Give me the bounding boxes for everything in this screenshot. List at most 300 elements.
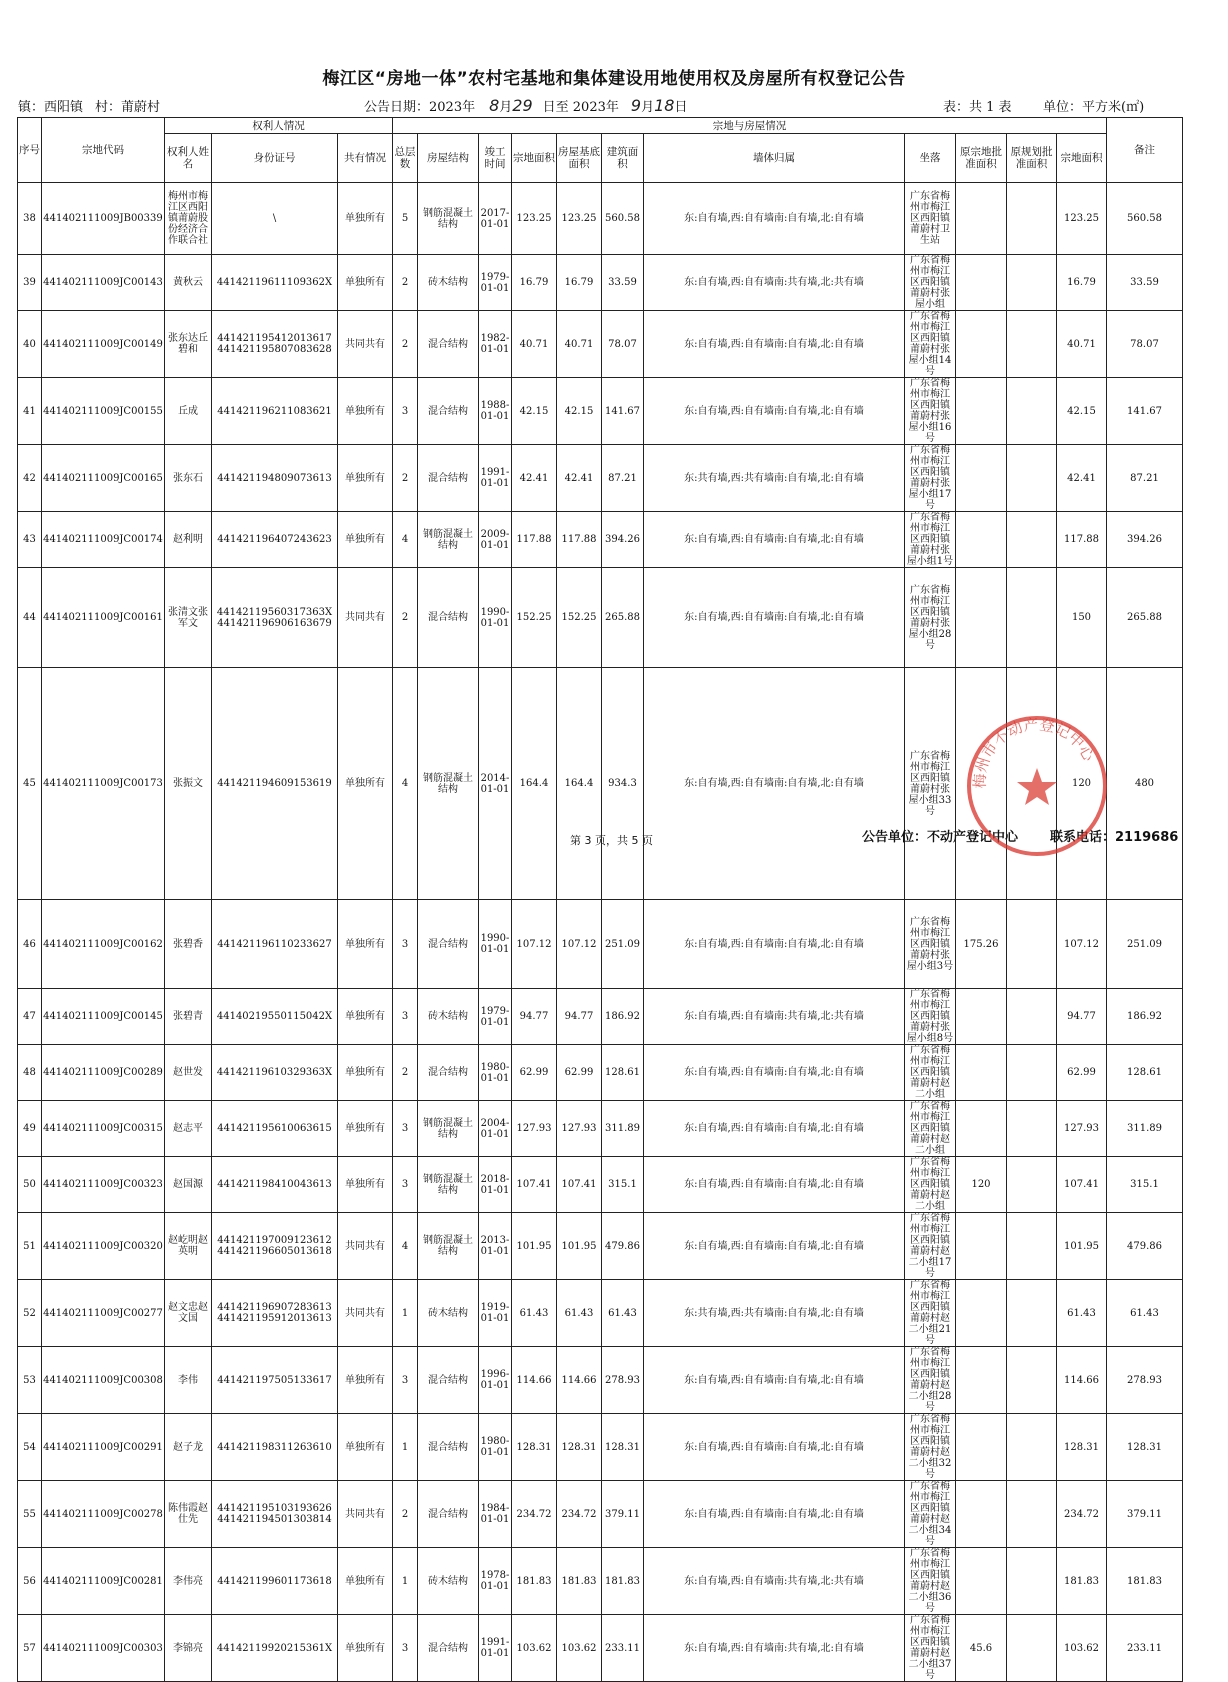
floors-cell: 2 (393, 445, 418, 512)
result-land-cell: 103.62 (1057, 1615, 1107, 1682)
seq-cell: 48 (18, 1045, 42, 1101)
build-area-cell: 379.11 (602, 1481, 644, 1548)
land-area-cell: 107.41 (512, 1157, 557, 1213)
completed-cell: 2017-01-01 (479, 183, 512, 255)
name-cell: 赵利明 (165, 512, 212, 568)
share-cell: 单独所有 (338, 900, 393, 989)
floors-cell: 3 (393, 989, 418, 1045)
header-code: 宗地代码 (42, 118, 165, 183)
result-land-cell: 16.79 (1057, 255, 1107, 311)
structure-cell: 混合结构 (418, 378, 479, 445)
seq-cell: 45 (18, 668, 42, 900)
result-house-cell: 311.89 (1107, 1101, 1183, 1157)
floors-cell: 2 (393, 1045, 418, 1101)
date-to-month: 9 (630, 96, 642, 115)
table-row (18, 1213, 1183, 1280)
wall-cell: 东:自有墙,西:自有墙南:自有墙,北:自有墙 (644, 1414, 905, 1481)
build-area-cell: 128.31 (602, 1414, 644, 1481)
share-cell: 单独所有 (338, 255, 393, 311)
share-cell: 单独所有 (338, 378, 393, 445)
table-row (18, 668, 1183, 900)
location-cell: 广东省梅州市梅江区西阳镇莆蔚村赵二小组 (905, 1157, 956, 1213)
approved-area-cell: 175.26 (956, 900, 1007, 989)
code-cell: 441402111009JC00315 (42, 1101, 165, 1157)
id-cell: 441421197009123612 441421196605013618 (212, 1213, 338, 1280)
structure-cell: 砖木结构 (418, 989, 479, 1045)
share-cell: 共同共有 (338, 311, 393, 378)
result-land-cell: 62.99 (1057, 1045, 1107, 1101)
id-cell: 44142119610329363X (212, 1045, 338, 1101)
completed-cell: 1979-01-01 (479, 255, 512, 311)
planned-area-cell (1007, 1101, 1057, 1157)
name-cell: 张振文 (165, 668, 212, 900)
header-floors: 总层数 (393, 134, 418, 183)
wall-cell: 东:自有墙,西:自有墙南:自有墙,北:自有墙 (644, 311, 905, 378)
result-land-cell: 61.43 (1057, 1280, 1107, 1347)
wall-cell: 东:自有墙,西:自有墙南:共有墙,北:共有墙 (644, 1548, 905, 1615)
approved-area-cell (956, 1481, 1007, 1548)
floors-cell: 1 (393, 1280, 418, 1347)
code-cell: 441402111009JC00323 (42, 1157, 165, 1213)
structure-cell: 砖木结构 (418, 1548, 479, 1615)
completed-cell: 1991-01-01 (479, 445, 512, 512)
header-orig-approved: 原宗地批准面积 (956, 134, 1007, 183)
code-cell: 441402111009JC00320 (42, 1213, 165, 1280)
id-cell: 441421195610063615 (212, 1101, 338, 1157)
wall-cell: 东:自有墙,西:自有墙南:自有墙,北:自有墙 (644, 1347, 905, 1414)
base-area-cell: 107.41 (557, 1157, 602, 1213)
planned-area-cell (1007, 378, 1057, 445)
seq-cell: 51 (18, 1213, 42, 1280)
planned-area-cell (1007, 1481, 1057, 1548)
share-cell: 单独所有 (338, 668, 393, 900)
code-cell: 441402111009JC00278 (42, 1481, 165, 1548)
table-row (18, 512, 1183, 568)
header-orig-planned: 原规划批准面积 (1007, 134, 1057, 183)
seq-cell: 55 (18, 1481, 42, 1548)
land-area-cell: 128.31 (512, 1414, 557, 1481)
id-cell: 441421198410043613 (212, 1157, 338, 1213)
name-cell: 李伟 (165, 1347, 212, 1414)
floors-cell: 3 (393, 900, 418, 989)
id-cell: 441421196211083621 (212, 378, 338, 445)
result-house-cell: 78.07 (1107, 311, 1183, 378)
wall-cell: 东:自有墙,西:自有墙南:自有墙,北:自有墙 (644, 668, 905, 900)
share-cell: 共同共有 (338, 568, 393, 668)
header-build-area: 建筑面积 (602, 134, 644, 183)
code-cell: 441402111009JC00165 (42, 445, 165, 512)
approved-area-cell (956, 1045, 1007, 1101)
planned-area-cell (1007, 183, 1057, 255)
result-land-cell: 114.66 (1057, 1347, 1107, 1414)
completed-cell: 1978-01-01 (479, 1548, 512, 1615)
header-structure: 房屋结构 (418, 134, 479, 183)
wall-cell: 东:自有墙,西:自有墙南:共有墙,北:共有墙 (644, 989, 905, 1045)
approved-area-cell (956, 378, 1007, 445)
table-row (18, 1101, 1183, 1157)
land-area-cell: 152.25 (512, 568, 557, 668)
share-cell: 共同共有 (338, 1481, 393, 1548)
code-cell: 441402111009JC00162 (42, 900, 165, 989)
day-char: 日 (674, 100, 688, 115)
location-cell: 广东省梅州市梅江区西阳镇莆蔚村赵二小组21号 (905, 1280, 956, 1347)
floors-cell: 2 (393, 568, 418, 668)
location-cell: 广东省梅州市梅江区西阳镇莆蔚村张屋小组3号 (905, 900, 956, 989)
floors-cell: 3 (393, 1615, 418, 1682)
approved-area-cell (956, 568, 1007, 668)
table-row (18, 1157, 1183, 1213)
result-land-cell: 117.88 (1057, 512, 1107, 568)
structure-cell: 混合结构 (418, 1615, 479, 1682)
code-cell: 441402111009JC00281 (42, 1548, 165, 1615)
month-char-2: 月 (641, 100, 655, 115)
code-cell: 441402111009JB00339 (42, 183, 165, 255)
seq-cell: 39 (18, 255, 42, 311)
name-cell: 赵志平 (165, 1101, 212, 1157)
completed-cell: 1991-01-01 (479, 1615, 512, 1682)
id-cell: 441421195412013617 441421195807083628 (212, 311, 338, 378)
land-area-cell: 117.88 (512, 512, 557, 568)
approved-area-cell (956, 183, 1007, 255)
code-cell: 441402111009JC00173 (42, 668, 165, 900)
town-label: 镇：西阳镇 (18, 100, 84, 115)
land-area-cell: 107.12 (512, 900, 557, 989)
result-land-cell: 101.95 (1057, 1213, 1107, 1280)
land-area-cell: 164.4 (512, 668, 557, 900)
share-cell: 单独所有 (338, 1548, 393, 1615)
id-cell: 441421199601173618 (212, 1548, 338, 1615)
id-cell: 441421194609153619 (212, 668, 338, 900)
floors-cell: 3 (393, 1157, 418, 1213)
floors-cell: 3 (393, 1101, 418, 1157)
build-area-cell: 61.43 (602, 1280, 644, 1347)
seq-cell: 47 (18, 989, 42, 1045)
location-cell: 广东省梅州市梅江区西阳镇莆蔚村赵二小组34号 (905, 1481, 956, 1548)
header-rights-group: 权利人情况 (165, 118, 393, 134)
land-area-cell: 40.71 (512, 311, 557, 378)
wall-cell: 东:自有墙,西:自有墙南:共有墙,北:自有墙 (644, 1615, 905, 1682)
structure-cell: 砖木结构 (418, 255, 479, 311)
result-house-cell: 394.26 (1107, 512, 1183, 568)
result-house-cell: 315.1 (1107, 1157, 1183, 1213)
base-area-cell: 101.95 (557, 1213, 602, 1280)
build-area-cell: 394.26 (602, 512, 644, 568)
result-land-cell: 127.93 (1057, 1101, 1107, 1157)
wall-cell: 东:共有墙,西:共有墙南:自有墙,北:自有墙 (644, 445, 905, 512)
location-cell: 广东省梅州市梅江区西阳镇莆蔚村赵二小组36号 (905, 1548, 956, 1615)
structure-cell: 钢筋混凝土结构 (418, 512, 479, 568)
table-row (18, 311, 1183, 378)
result-house-cell: 181.83 (1107, 1548, 1183, 1615)
planned-area-cell (1007, 445, 1057, 512)
seq-cell: 57 (18, 1615, 42, 1682)
page-title: 梅江区“房地一体”农村宅基地和集体建设用地使用权及房屋所有权登记公告 (322, 69, 906, 89)
wall-cell: 东:自有墙,西:自有墙南:自有墙,北:自有墙 (644, 183, 905, 255)
table-row (18, 1548, 1183, 1615)
base-area-cell: 16.79 (557, 255, 602, 311)
wall-cell: 东:自有墙,西:自有墙南:自有墙,北:自有墙 (644, 1045, 905, 1101)
land-area-cell: 114.66 (512, 1347, 557, 1414)
base-area-cell: 42.15 (557, 378, 602, 445)
build-area-cell: 934.3 (602, 668, 644, 900)
table-row (18, 1414, 1183, 1481)
floors-cell: 2 (393, 311, 418, 378)
land-area-cell: 123.25 (512, 183, 557, 255)
location-cell: 广东省梅州市梅江区西阳镇莆蔚村赵二小组37号 (905, 1615, 956, 1682)
seq-cell: 46 (18, 900, 42, 989)
table-row (18, 255, 1183, 311)
unit-label: 单位：平方米(㎡) (1043, 100, 1145, 115)
header-name: 权利人姓名 (165, 134, 212, 183)
completed-cell: 1979-01-01 (479, 989, 512, 1045)
page-indicator: 第 3 页，共 5 页 (570, 834, 653, 847)
planned-area-cell (1007, 1213, 1057, 1280)
name-cell: 张碧青 (165, 989, 212, 1045)
location-cell: 广东省梅州市梅江区西阳镇莆蔚村赵二小组 (905, 1045, 956, 1101)
code-cell: 441402111009JC00143 (42, 255, 165, 311)
name-cell: 张东达丘碧和 (165, 311, 212, 378)
wall-cell: 东:自有墙,西:自有墙南:自有墙,北:自有墙 (644, 900, 905, 989)
code-cell: 441402111009JC00174 (42, 512, 165, 568)
result-land-cell: 40.71 (1057, 311, 1107, 378)
seq-cell: 54 (18, 1414, 42, 1481)
build-area-cell: 560.58 (602, 183, 644, 255)
planned-area-cell (1007, 568, 1057, 668)
id-cell: 441421198311263610 (212, 1414, 338, 1481)
announce-date (364, 96, 687, 115)
seq-cell: 56 (18, 1548, 42, 1615)
result-land-cell: 128.31 (1057, 1414, 1107, 1481)
base-area-cell: 107.12 (557, 900, 602, 989)
name-cell: 陈伟霞赵仕先 (165, 1481, 212, 1548)
structure-cell: 混合结构 (418, 1414, 479, 1481)
completed-cell: 1988-01-01 (479, 378, 512, 445)
result-house-cell: 128.31 (1107, 1414, 1183, 1481)
id-cell: 44142119611109362X (212, 255, 338, 311)
seq-cell: 41 (18, 378, 42, 445)
build-area-cell: 181.83 (602, 1548, 644, 1615)
result-land-cell: 42.41 (1057, 445, 1107, 512)
issuer-label: 公告单位：不动产登记中心 (862, 830, 1019, 845)
header-id: 身份证号 (212, 134, 338, 183)
base-area-cell: 103.62 (557, 1615, 602, 1682)
build-area-cell: 315.1 (602, 1157, 644, 1213)
structure-cell: 混合结构 (418, 1481, 479, 1548)
id-cell: 441421197505133617 (212, 1347, 338, 1414)
header-land-group: 宗地与房屋情况 (393, 118, 1107, 134)
approved-area-cell: 45.6 (956, 1615, 1007, 1682)
build-area-cell: 311.89 (602, 1101, 644, 1157)
seq-cell: 52 (18, 1280, 42, 1347)
floors-cell: 1 (393, 1414, 418, 1481)
result-house-cell: 265.88 (1107, 568, 1183, 668)
planned-area-cell (1007, 1045, 1057, 1101)
wall-cell: 东:自有墙,西:自有墙南:自有墙,北:自有墙 (644, 378, 905, 445)
seq-cell: 50 (18, 1157, 42, 1213)
land-area-cell: 42.41 (512, 445, 557, 512)
result-house-cell: 128.61 (1107, 1045, 1183, 1101)
code-cell: 441402111009JC00145 (42, 989, 165, 1045)
floors-cell: 4 (393, 1213, 418, 1280)
result-land-cell: 107.12 (1057, 900, 1107, 989)
base-area-cell: 152.25 (557, 568, 602, 668)
build-area-cell: 278.93 (602, 1347, 644, 1414)
floors-cell: 5 (393, 183, 418, 255)
table-row (18, 183, 1183, 255)
sheet-count: 表：共 1 表 (943, 100, 1012, 115)
completed-cell: 2013-01-01 (479, 1213, 512, 1280)
location-cell: 广东省梅州市梅江区西阳镇莆蔚村张屋小组8号 (905, 989, 956, 1045)
build-area-cell: 251.09 (602, 900, 644, 989)
floors-cell: 1 (393, 1548, 418, 1615)
floors-cell: 4 (393, 512, 418, 568)
approved-area-cell (956, 255, 1007, 311)
name-cell: 黄秋云 (165, 255, 212, 311)
structure-cell: 混合结构 (418, 445, 479, 512)
phone-label: 联系电话：2119686 (1050, 830, 1179, 845)
structure-cell: 混合结构 (418, 900, 479, 989)
result-house-cell: 33.59 (1107, 255, 1183, 311)
seq-cell: 42 (18, 445, 42, 512)
base-area-cell: 128.31 (557, 1414, 602, 1481)
location-cell: 广东省梅州市梅江区西阳镇莆蔚村赵二小组 (905, 1101, 956, 1157)
date-to-day: 18 (654, 96, 675, 115)
planned-area-cell (1007, 1347, 1057, 1414)
header-wall: 墙体归属 (644, 134, 905, 183)
planned-area-cell (1007, 1157, 1057, 1213)
code-cell: 441402111009JC00149 (42, 311, 165, 378)
approved-area-cell (956, 1280, 1007, 1347)
seq-cell: 53 (18, 1347, 42, 1414)
base-area-cell: 94.77 (557, 989, 602, 1045)
share-cell: 单独所有 (338, 445, 393, 512)
location-cell: 广东省梅州市梅江区西阳镇莆蔚村张屋小组28号 (905, 568, 956, 668)
land-area-cell: 42.15 (512, 378, 557, 445)
completed-cell: 2004-01-01 (479, 1101, 512, 1157)
structure-cell: 混合结构 (418, 311, 479, 378)
wall-cell: 东:自有墙,西:自有墙南:自有墙,北:自有墙 (644, 1481, 905, 1548)
name-cell: 丘成 (165, 378, 212, 445)
structure-cell: 混合结构 (418, 1347, 479, 1414)
approved-area-cell (956, 668, 1007, 900)
code-cell: 441402111009JC00155 (42, 378, 165, 445)
completed-cell: 2009-01-01 (479, 512, 512, 568)
structure-cell: 砖木结构 (418, 1280, 479, 1347)
date-from-month: 8 (489, 96, 500, 115)
share-cell: 单独所有 (338, 1414, 393, 1481)
name-cell: 赵国源 (165, 1157, 212, 1213)
header-location: 坐落 (905, 134, 956, 183)
structure-cell: 钢筋混凝土结构 (418, 1101, 479, 1157)
result-land-cell: 120 (1057, 668, 1107, 900)
base-area-cell: 42.41 (557, 445, 602, 512)
land-area-cell: 16.79 (512, 255, 557, 311)
land-area-cell: 234.72 (512, 1481, 557, 1548)
planned-area-cell (1007, 512, 1057, 568)
approved-area-cell (956, 1414, 1007, 1481)
approved-area-cell (956, 1213, 1007, 1280)
completed-cell: 1980-01-01 (479, 1045, 512, 1101)
seq-cell: 38 (18, 183, 42, 255)
base-area-cell: 114.66 (557, 1347, 602, 1414)
base-area-cell: 123.25 (557, 183, 602, 255)
planned-area-cell (1007, 1414, 1057, 1481)
seq-cell: 44 (18, 568, 42, 668)
result-house-cell: 87.21 (1107, 445, 1183, 512)
code-cell: 441402111009JC00161 (42, 568, 165, 668)
table-row (18, 1045, 1183, 1101)
result-house-cell: 480 (1107, 668, 1183, 900)
share-cell: 单独所有 (338, 1101, 393, 1157)
base-area-cell: 117.88 (557, 512, 602, 568)
result-house-cell: 251.09 (1107, 900, 1183, 989)
base-area-cell: 181.83 (557, 1548, 602, 1615)
code-cell: 441402111009JC00291 (42, 1414, 165, 1481)
wall-cell: 东:自有墙,西:自有墙南:自有墙,北:自有墙 (644, 568, 905, 668)
result-land-cell: 107.41 (1057, 1157, 1107, 1213)
approved-area-cell (956, 1347, 1007, 1414)
id-cell: 441421196407243623 (212, 512, 338, 568)
name-cell: 赵世发 (165, 1045, 212, 1101)
planned-area-cell (1007, 668, 1057, 900)
approved-area-cell (956, 1548, 1007, 1615)
base-area-cell: 234.72 (557, 1481, 602, 1548)
result-land-cell: 42.15 (1057, 378, 1107, 445)
planned-area-cell (1007, 900, 1057, 989)
table-row (18, 989, 1183, 1045)
table-row (18, 1481, 1183, 1548)
header-seq: 序号 (18, 118, 42, 183)
result-land-cell: 181.83 (1057, 1548, 1107, 1615)
build-area-cell: 87.21 (602, 445, 644, 512)
completed-cell: 2018-01-01 (479, 1157, 512, 1213)
land-area-cell: 103.62 (512, 1615, 557, 1682)
name-cell: 李锦亮 (165, 1615, 212, 1682)
floors-cell: 2 (393, 1481, 418, 1548)
result-house-cell: 186.92 (1107, 989, 1183, 1045)
completed-cell: 1982-01-01 (479, 311, 512, 378)
table-row (18, 378, 1183, 445)
planned-area-cell (1007, 1615, 1057, 1682)
planned-area-cell (1007, 989, 1057, 1045)
result-land-cell: 234.72 (1057, 1481, 1107, 1548)
name-cell: 赵文忠赵文国 (165, 1280, 212, 1347)
name-cell: 赵子龙 (165, 1414, 212, 1481)
share-cell: 单独所有 (338, 1347, 393, 1414)
land-area-cell: 127.93 (512, 1101, 557, 1157)
approved-area-cell (956, 512, 1007, 568)
registration-table (17, 117, 1183, 1682)
id-cell: 441421194809073613 (212, 445, 338, 512)
location-cell: 广东省梅州市梅江区西阳镇莆蔚村张屋小组 (905, 255, 956, 311)
result-land-cell: 123.25 (1057, 183, 1107, 255)
code-cell: 441402111009JC00303 (42, 1615, 165, 1682)
table-row (18, 445, 1183, 512)
name-cell: 张清文张军文 (165, 568, 212, 668)
build-area-cell: 33.59 (602, 255, 644, 311)
completed-cell: 1990-01-01 (479, 900, 512, 989)
name-cell: 赵屹明赵英明 (165, 1213, 212, 1280)
share-cell: 单独所有 (338, 989, 393, 1045)
completed-cell: 1984-01-01 (479, 1481, 512, 1548)
structure-cell: 钢筋混凝土结构 (418, 1213, 479, 1280)
planned-area-cell (1007, 311, 1057, 378)
header-completed: 竣工时间 (479, 134, 512, 183)
result-house-cell: 560.58 (1107, 183, 1183, 255)
header-res-land: 宗地面积 (1057, 134, 1107, 183)
table-row (18, 1347, 1183, 1414)
header-land-area: 宗地面积 (512, 134, 557, 183)
